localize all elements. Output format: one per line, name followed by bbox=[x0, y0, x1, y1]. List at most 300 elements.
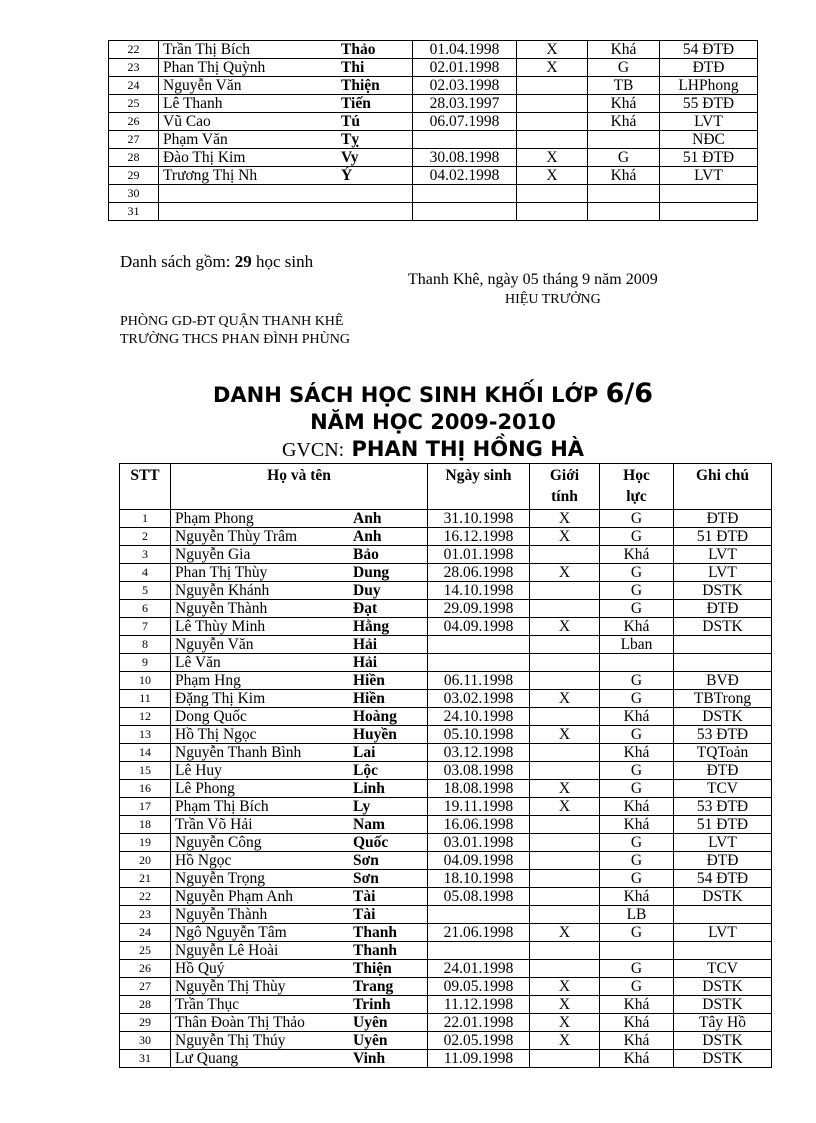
birth-date: 04.09.1998 bbox=[428, 852, 530, 870]
first-name: Nguyễn Văn bbox=[163, 77, 242, 94]
row-number: 20 bbox=[120, 852, 171, 870]
academic-grade: G bbox=[600, 870, 674, 888]
first-name: Hồ Thị Ngọc bbox=[175, 726, 257, 743]
note: 54 ĐTĐ bbox=[660, 41, 758, 59]
academic-grade: Lban bbox=[600, 636, 674, 654]
birth-date: 22.01.1998 bbox=[428, 1014, 530, 1032]
gender-mark: X bbox=[530, 978, 600, 996]
academic-grade: G bbox=[600, 834, 674, 852]
table-row bbox=[120, 1014, 772, 1032]
birth-date: 14.10.1998 bbox=[428, 582, 530, 600]
academic-grade bbox=[600, 654, 674, 672]
student-name bbox=[171, 870, 428, 888]
page-title: DANH SÁCH HỌC SINH KHỐI LỚP 6/6 bbox=[212, 378, 654, 409]
table-row bbox=[120, 564, 772, 582]
student-name bbox=[171, 834, 428, 852]
first-name: Thân Đoàn Thị Thảo bbox=[175, 1014, 305, 1031]
academic-grade: G bbox=[600, 924, 674, 942]
academic-grade: Khá bbox=[588, 167, 660, 185]
birth-date: 06.11.1998 bbox=[428, 672, 530, 690]
first-name: Lê Thanh bbox=[163, 95, 223, 112]
last-name: Ly bbox=[353, 798, 371, 815]
birth-date bbox=[428, 906, 530, 924]
student-name bbox=[171, 798, 428, 816]
note: TQToản bbox=[674, 744, 772, 762]
last-name: Sơn bbox=[353, 852, 379, 869]
academic-grade: Khá bbox=[588, 41, 660, 59]
row-number: 28 bbox=[120, 996, 171, 1014]
academic-grade: Khá bbox=[600, 996, 674, 1014]
last-name: Trinh bbox=[353, 996, 391, 1013]
table-row bbox=[120, 690, 772, 708]
birth-date: 16.12.1998 bbox=[428, 528, 530, 546]
table-row bbox=[109, 203, 758, 221]
table-row bbox=[120, 960, 772, 978]
table-row bbox=[120, 1032, 772, 1050]
first-name: Nguyễn Gia bbox=[175, 546, 251, 563]
student-name bbox=[171, 654, 428, 672]
birth-date: 02.01.1998 bbox=[413, 59, 517, 77]
birth-date bbox=[413, 203, 517, 221]
student-count-summary: Danh sách gồm: 29 học sinh bbox=[120, 252, 314, 271]
student-name bbox=[171, 564, 428, 582]
academic-grade: Khá bbox=[588, 95, 660, 113]
table-row bbox=[109, 77, 758, 95]
student-name bbox=[171, 762, 428, 780]
birth-date bbox=[413, 131, 517, 149]
table-row bbox=[120, 672, 772, 690]
table-row bbox=[120, 906, 772, 924]
note: 53 ĐTĐ bbox=[674, 798, 772, 816]
gender-mark bbox=[517, 77, 588, 95]
last-name: Tiến bbox=[341, 95, 371, 112]
gender-mark bbox=[517, 185, 588, 203]
last-name: Thiện bbox=[353, 960, 392, 977]
row-number: 6 bbox=[120, 600, 171, 618]
gender-mark: X bbox=[530, 564, 600, 582]
first-name: Hồ Quý bbox=[175, 960, 225, 977]
last-name: Thiện bbox=[341, 77, 380, 94]
row-number: 8 bbox=[120, 636, 171, 654]
first-name: Nguyễn Thị Thùy bbox=[175, 978, 286, 995]
table-row bbox=[120, 942, 772, 960]
academic-grade: G bbox=[600, 510, 674, 528]
first-name: Đào Thị Kim bbox=[163, 149, 246, 166]
row-number: 10 bbox=[120, 672, 171, 690]
row-number: 1 bbox=[120, 510, 171, 528]
last-name: Hải bbox=[353, 636, 378, 653]
row-number: 16 bbox=[120, 780, 171, 798]
note bbox=[674, 942, 772, 960]
first-name: Lê Thùy Minh bbox=[175, 618, 266, 635]
student-name bbox=[171, 600, 428, 618]
last-name: Huyền bbox=[353, 726, 397, 743]
row-number: 13 bbox=[120, 726, 171, 744]
table-row bbox=[120, 726, 772, 744]
table-row bbox=[120, 762, 772, 780]
first-name: Nguyễn Khánh bbox=[175, 582, 270, 599]
student-name bbox=[171, 1050, 428, 1068]
header-name: Họ và tên bbox=[171, 464, 428, 510]
row-number: 23 bbox=[109, 59, 159, 77]
table-row bbox=[120, 888, 772, 906]
row-number: 30 bbox=[109, 185, 159, 203]
gender-mark bbox=[517, 131, 588, 149]
note: ĐTĐ bbox=[674, 510, 772, 528]
gender-mark: X bbox=[530, 726, 600, 744]
student-name bbox=[171, 582, 428, 600]
row-number: 17 bbox=[120, 798, 171, 816]
row-number: 27 bbox=[109, 131, 159, 149]
first-name: Phạm Hng bbox=[175, 672, 241, 689]
gender-mark bbox=[530, 546, 600, 564]
birth-date bbox=[428, 942, 530, 960]
note: BVĐ bbox=[674, 672, 772, 690]
birth-date bbox=[413, 185, 517, 203]
department-name: PHÒNG GD-ĐT QUẬN THANH KHÊ bbox=[120, 314, 344, 329]
birth-date: 24.01.1998 bbox=[428, 960, 530, 978]
note: NĐC bbox=[660, 131, 758, 149]
academic-grade: G bbox=[600, 564, 674, 582]
row-number: 2 bbox=[120, 528, 171, 546]
birth-date: 29.09.1998 bbox=[428, 600, 530, 618]
academic-grade: G bbox=[600, 528, 674, 546]
birth-date: 16.06.1998 bbox=[428, 816, 530, 834]
student-name bbox=[159, 77, 413, 95]
gender-mark bbox=[530, 600, 600, 618]
gender-mark bbox=[530, 654, 600, 672]
student-name bbox=[171, 690, 428, 708]
academic-grade: G bbox=[600, 960, 674, 978]
birth-date: 18.08.1998 bbox=[428, 780, 530, 798]
student-name bbox=[171, 942, 428, 960]
gender-mark bbox=[530, 672, 600, 690]
gender-mark: X bbox=[517, 59, 588, 77]
note: TCV bbox=[674, 780, 772, 798]
table-row bbox=[120, 546, 772, 564]
first-name: Phan Thị Thùy bbox=[175, 564, 268, 581]
class-name: 6/6 bbox=[605, 378, 654, 409]
first-name: Lê Văn bbox=[175, 654, 221, 671]
student-name bbox=[159, 131, 413, 149]
birth-date: 11.12.1998 bbox=[428, 996, 530, 1014]
table-row bbox=[120, 996, 772, 1014]
gender-mark: X bbox=[530, 1032, 600, 1050]
last-name: Hải bbox=[353, 654, 378, 671]
birth-date: 01.01.1998 bbox=[428, 546, 530, 564]
birth-date: 24.10.1998 bbox=[428, 708, 530, 726]
table-row bbox=[120, 780, 772, 798]
birth-date: 09.05.1998 bbox=[428, 978, 530, 996]
row-number: 3 bbox=[120, 546, 171, 564]
note: 51 ĐTĐ bbox=[674, 816, 772, 834]
table-row bbox=[120, 924, 772, 942]
last-name: Uyên bbox=[353, 1014, 388, 1031]
first-name: Nguyễn Văn bbox=[175, 636, 254, 653]
student-name bbox=[159, 59, 413, 77]
academic-grade: G bbox=[600, 672, 674, 690]
table-row bbox=[109, 185, 758, 203]
table-row bbox=[120, 1050, 772, 1068]
last-name: Đạt bbox=[353, 600, 378, 617]
note: 51 ĐTĐ bbox=[660, 149, 758, 167]
note: DSTK bbox=[674, 996, 772, 1014]
gender-mark: X bbox=[530, 1014, 600, 1032]
student-name bbox=[171, 852, 428, 870]
student-name bbox=[171, 618, 428, 636]
last-name: Linh bbox=[353, 780, 385, 797]
note: TCV bbox=[674, 960, 772, 978]
first-name: Nguyễn Thanh Bình bbox=[175, 744, 302, 761]
header-gender: Giới tính bbox=[530, 464, 600, 510]
row-number: 5 bbox=[120, 582, 171, 600]
first-name: Nguyễn Phạm Anh bbox=[175, 888, 293, 905]
row-number: 14 bbox=[120, 744, 171, 762]
academic-grade bbox=[600, 942, 674, 960]
birth-date: 03.02.1998 bbox=[428, 690, 530, 708]
header-dob: Ngày sinh bbox=[428, 464, 530, 510]
first-name: Nguyễn Thành bbox=[175, 906, 268, 923]
note: 54 ĐTĐ bbox=[674, 870, 772, 888]
gender-mark: X bbox=[530, 510, 600, 528]
birth-date: 28.06.1998 bbox=[428, 564, 530, 582]
student-name bbox=[171, 780, 428, 798]
note: DSTK bbox=[674, 582, 772, 600]
gender-mark bbox=[530, 942, 600, 960]
student-name bbox=[171, 744, 428, 762]
table-row bbox=[120, 816, 772, 834]
note: 53 ĐTĐ bbox=[674, 726, 772, 744]
student-name bbox=[171, 1014, 428, 1032]
birth-date: 30.08.1998 bbox=[413, 149, 517, 167]
gender-mark: X bbox=[530, 798, 600, 816]
note: ĐTĐ bbox=[674, 600, 772, 618]
table-row bbox=[109, 131, 758, 149]
school-name: TRƯỜNG THCS PHAN ĐÌNH PHÙNG bbox=[120, 332, 350, 347]
note: DSTK bbox=[674, 708, 772, 726]
academic-grade: G bbox=[588, 59, 660, 77]
row-number: 25 bbox=[120, 942, 171, 960]
note bbox=[674, 654, 772, 672]
gender-mark bbox=[530, 852, 600, 870]
academic-grade bbox=[588, 131, 660, 149]
birth-date: 03.08.1998 bbox=[428, 762, 530, 780]
first-name: Nguyễn Trọng bbox=[175, 870, 266, 887]
first-name: Dong Quốc bbox=[175, 708, 247, 725]
birth-date: 06.07.1998 bbox=[413, 113, 517, 131]
row-number: 25 bbox=[109, 95, 159, 113]
student-name bbox=[171, 726, 428, 744]
last-name: Tú bbox=[341, 113, 360, 130]
row-number: 18 bbox=[120, 816, 171, 834]
note: LVT bbox=[660, 167, 758, 185]
birth-date: 31.10.1998 bbox=[428, 510, 530, 528]
last-name: Thảo bbox=[341, 41, 376, 58]
last-name: Hiền bbox=[353, 672, 385, 689]
table-row bbox=[109, 59, 758, 77]
last-name: Tài bbox=[353, 888, 376, 905]
note: 55 ĐTĐ bbox=[660, 95, 758, 113]
note: LVT bbox=[674, 834, 772, 852]
gender-mark bbox=[530, 906, 600, 924]
header-note: Ghi chú bbox=[674, 464, 772, 510]
first-name: Phạm Phong bbox=[175, 510, 254, 527]
student-name bbox=[171, 924, 428, 942]
note: 51 ĐTĐ bbox=[674, 528, 772, 546]
first-name: Trần Võ Hải bbox=[175, 816, 253, 833]
gender-mark bbox=[530, 834, 600, 852]
first-name: Nguyễn Công bbox=[175, 834, 262, 851]
first-name: Hồ Ngọc bbox=[175, 852, 232, 869]
academic-grade: LB bbox=[600, 906, 674, 924]
student-name bbox=[171, 816, 428, 834]
first-name: Nguyễn Thành bbox=[175, 600, 268, 617]
table-row bbox=[120, 708, 772, 726]
last-name: Tài bbox=[353, 906, 376, 923]
note: LVT bbox=[674, 564, 772, 582]
birth-date bbox=[428, 636, 530, 654]
last-name: Sơn bbox=[353, 870, 379, 887]
row-number: 26 bbox=[109, 113, 159, 131]
last-name: Thanh bbox=[353, 942, 397, 959]
student-name bbox=[171, 672, 428, 690]
gender-mark bbox=[530, 762, 600, 780]
note: LHPhong bbox=[660, 77, 758, 95]
note: ĐTĐ bbox=[674, 762, 772, 780]
gender-mark: X bbox=[530, 924, 600, 942]
gender-mark bbox=[530, 888, 600, 906]
gender-mark bbox=[517, 95, 588, 113]
table-row bbox=[109, 113, 758, 131]
birth-date: 02.05.1998 bbox=[428, 1032, 530, 1050]
last-name: Thi bbox=[341, 59, 365, 76]
table-header-row bbox=[120, 464, 772, 510]
gender-mark bbox=[530, 870, 600, 888]
academic-grade: Khá bbox=[600, 888, 674, 906]
first-name: Trần Thục bbox=[175, 996, 240, 1013]
note bbox=[660, 185, 758, 203]
first-name: Trần Thị Bích bbox=[163, 41, 250, 58]
gender-mark: X bbox=[530, 618, 600, 636]
academic-grade: Khá bbox=[600, 1050, 674, 1068]
student-name bbox=[171, 636, 428, 654]
gender-mark: X bbox=[530, 528, 600, 546]
academic-grade: Khá bbox=[600, 816, 674, 834]
row-number: 26 bbox=[120, 960, 171, 978]
student-name bbox=[159, 149, 413, 167]
row-number: 22 bbox=[120, 888, 171, 906]
gender-mark: X bbox=[530, 690, 600, 708]
gender-mark bbox=[530, 960, 600, 978]
gender-mark bbox=[530, 708, 600, 726]
table-row bbox=[120, 636, 772, 654]
academic-grade: G bbox=[600, 582, 674, 600]
student-name bbox=[159, 95, 413, 113]
last-name: Bảo bbox=[353, 546, 379, 563]
row-number: 29 bbox=[120, 1014, 171, 1032]
first-name: Lê Huy bbox=[175, 762, 222, 779]
birth-date: 05.10.1998 bbox=[428, 726, 530, 744]
row-number: 4 bbox=[120, 564, 171, 582]
academic-grade: Khá bbox=[600, 618, 674, 636]
last-name: Duy bbox=[353, 582, 381, 599]
note bbox=[674, 636, 772, 654]
gender-mark bbox=[530, 816, 600, 834]
student-name bbox=[159, 41, 413, 59]
table-row bbox=[120, 600, 772, 618]
academic-grade: G bbox=[600, 762, 674, 780]
note: DSTK bbox=[674, 978, 772, 996]
academic-grade: G bbox=[600, 600, 674, 618]
row-number: 9 bbox=[120, 654, 171, 672]
academic-grade: G bbox=[600, 852, 674, 870]
gender-mark: X bbox=[517, 167, 588, 185]
last-name: Lộc bbox=[353, 762, 378, 779]
first-name: Đặng Thị Kim bbox=[175, 690, 266, 707]
note: ĐTĐ bbox=[674, 852, 772, 870]
table-row bbox=[120, 654, 772, 672]
gender-mark bbox=[517, 113, 588, 131]
gender-mark: X bbox=[530, 996, 600, 1014]
academic-grade: G bbox=[600, 780, 674, 798]
birth-date: 19.11.1998 bbox=[428, 798, 530, 816]
place-date: Thanh Khê, ngày 05 tháng 9 năm 2009 bbox=[408, 271, 658, 288]
birth-date: 04.09.1998 bbox=[428, 618, 530, 636]
previous-class-table bbox=[108, 40, 758, 221]
table-row bbox=[120, 744, 772, 762]
table-row bbox=[109, 149, 758, 167]
last-name: Thanh bbox=[353, 924, 397, 941]
gender-mark bbox=[530, 582, 600, 600]
birth-date bbox=[428, 654, 530, 672]
student-name bbox=[171, 978, 428, 996]
academic-grade: G bbox=[588, 149, 660, 167]
last-name: Anh bbox=[353, 528, 382, 545]
row-number: 23 bbox=[120, 906, 171, 924]
row-number: 27 bbox=[120, 978, 171, 996]
row-number: 19 bbox=[120, 834, 171, 852]
last-name: Nam bbox=[353, 816, 385, 833]
birth-date: 01.04.1998 bbox=[413, 41, 517, 59]
last-name: Anh bbox=[353, 510, 382, 527]
gender-mark bbox=[530, 1050, 600, 1068]
academic-grade bbox=[588, 203, 660, 221]
student-name bbox=[171, 960, 428, 978]
student-name bbox=[159, 167, 413, 185]
student-name bbox=[171, 1032, 428, 1050]
school-year: NĂM HỌC 2009-2010 bbox=[310, 410, 556, 434]
first-name: Phan Thị Quỳnh bbox=[163, 59, 266, 76]
last-name: Vinh bbox=[353, 1050, 386, 1067]
row-number: 7 bbox=[120, 618, 171, 636]
header-stt: STT bbox=[120, 464, 171, 510]
birth-date: 18.10.1998 bbox=[428, 870, 530, 888]
first-name: Nguyễn Lê Hoài bbox=[175, 942, 279, 959]
row-number: 15 bbox=[120, 762, 171, 780]
student-list-table bbox=[119, 463, 772, 1068]
academic-grade: G bbox=[600, 726, 674, 744]
table-row bbox=[120, 798, 772, 816]
first-name: Phạm Thị Bích bbox=[175, 798, 269, 815]
last-name: Lai bbox=[353, 744, 376, 761]
academic-grade: Khá bbox=[600, 1014, 674, 1032]
student-name bbox=[159, 185, 413, 203]
note: ĐTĐ bbox=[660, 59, 758, 77]
table-row bbox=[120, 834, 772, 852]
gender-mark: X bbox=[517, 41, 588, 59]
gender-mark bbox=[530, 744, 600, 762]
first-name: Lê Phong bbox=[175, 780, 235, 797]
